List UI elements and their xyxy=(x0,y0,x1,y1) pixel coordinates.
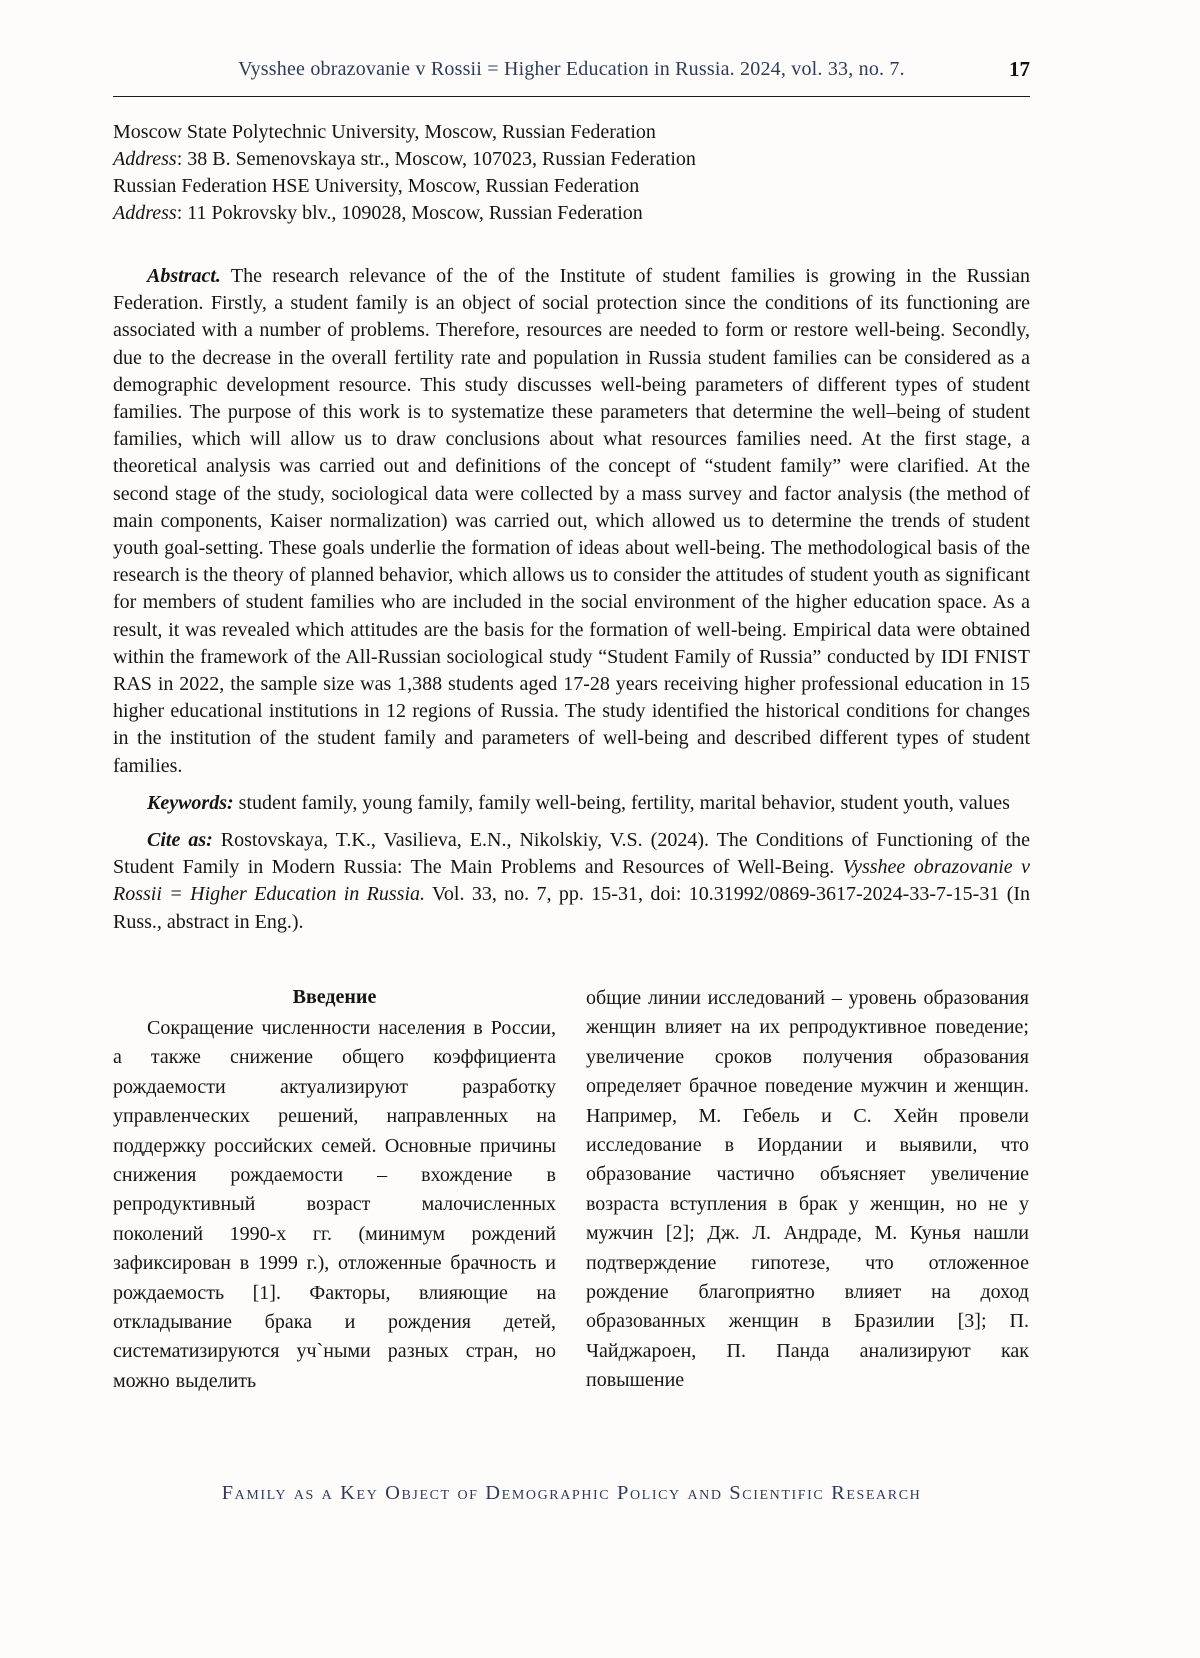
affiliation-line xyxy=(113,119,1030,146)
page-header xyxy=(113,56,1030,97)
keywords-label: Keywords: xyxy=(147,791,234,814)
header-rule xyxy=(113,96,1030,97)
page-number: 17 xyxy=(1009,57,1030,81)
abstract-label: Abstract. xyxy=(147,265,221,287)
abstract-text: The research relevance of the of the Institute of student families is growing in the Russian Federation. Firstly, a student family is an object of social protection since the conditions of its functioning are associated with a number of problems. Therefore, resources are needed to form or restore well-being. Secondly, due to the decrease in the overall fertility rate and population in Russia student families can be considered as a demographic development resource. This study discusses well-being parameters of different types of student families. The purpose of this work is to systematize these parameters that determine the well–being of student families, which will allow us to draw conclusions about what resources families need. At the first stage, a theoretical analysis was carried out and definitions of the concept of “student family” were clarified. At the second stage of the study, sociological data were collected by a mass survey and factor analysis (the method of main components, Kaiser normalization) was carried out, which allowed us to determine the trends of student youth goal-setting. These goals underlie the formation of ideas about well-being. The methodological basis of the research is the theory of planned behavior, which allows us to consider the attitudes of student youth as significant for members of student families who are included in the social environment of the higher education space. As a result, it was revealed which attitudes are the basis for the formation of well-being. Empirical data were obtained within the framework of the All-Russian sociological study “Student Family of Russia” conducted by IDI FNIST RAS in 2022, the sample size was 1,388 students aged 17-28 years receiving higher professional education in 15 higher educational institutions in 12 regions of Russia. The study identified the historical conditions for changes in the institution of the student family and parameters of well-being and described different types of student families. xyxy=(113,265,1030,777)
right-column xyxy=(586,984,1029,1396)
citation-text: Rostovskaya, T.K., Vasilieva, E.N., Nikolskiy, V.S. (2024). The Conditions of Functioning of the Student Family in Modern Russia: The Main Problems and Resources of Well-Being. xyxy=(113,829,1030,879)
article-body xyxy=(113,984,1030,1396)
cite-as-label: Cite as: xyxy=(147,829,213,852)
page-footer xyxy=(113,1482,1030,1505)
keywords-text: student family, young family, family well-being, fertility, marital behavior, student youth, values xyxy=(233,791,1010,814)
affiliation-text: Moscow State Polytechnic University, Moscow, Russian Federation xyxy=(113,121,656,143)
abstract-paragraph xyxy=(113,263,1030,780)
affiliation-text: : 38 B. Semenovskaya str., Moscow, 107023, Russian Federation xyxy=(176,148,696,170)
affiliation-line xyxy=(113,200,1030,227)
intro-paragraph-left: Сокращение численности населения в России, а также снижение общего коэффициента рождаемости актуализируют разработку управленческих решений, направленных на поддержку российских семей. Основные причины снижения рождаемости – вхождение в репродуктивный возраст малочисленных поколений 1990-х гг. (минимум рождений зафиксирован в 1999 г.), отложенные брачность и рождаемость [1]. Факторы, влияющие на откладывание брака и рождения детей, систематизируются уч`ными разных стран, но можно выделить xyxy=(113,1016,556,1392)
affiliations-block xyxy=(113,119,1030,227)
section-heading-introduction: Введение xyxy=(292,985,377,1008)
intro-paragraph-right: общие линии исследований – уровень образования женщин влияет на их репродуктивное поведение; увеличение сроков получения образования определяет брачное поведение мужчин и женщин. Например, М. Гебель и С. Хейн провели исследование в Иордании и выявили, что образование частично объясняет увеличение возраста вступления в брак у женщин, но не у мужчин [2]; Дж. Л. Андраде, М. Кунья нашли подтверждение гипотезе, что отложенное рождение благоприятно влияет на доход образованных женщин в Бразилии [3]; П. Чайджароен, П. Панда анализируют как повышение xyxy=(586,986,1029,1392)
address-label: Address xyxy=(113,202,177,224)
journal-title: Vysshee obrazovanie v Rossii = Higher Education in Russia. 2024, vol. 33, no. 7. xyxy=(238,58,905,80)
left-column xyxy=(113,984,556,1396)
abstract-section xyxy=(113,263,1030,780)
citation-journal-italic: Vysshee obrazovanie v Rossii = Higher Education in Russia. xyxy=(113,856,1030,906)
affiliation-text: Russian Federation HSE University, Moscow, Russian Federation xyxy=(113,175,640,197)
citation-text-tail: Vol. 33, no. 7, pp. 15-31, doi: 10.31992/0869-3617-2024-33-7-15-31 (In Russ., abstract in Eng.). xyxy=(113,883,1031,933)
keywords-section xyxy=(113,790,1030,817)
running-footer-title: Family as a Key Object of Demographic Policy and Scientific Research xyxy=(221,1482,922,1504)
header-row xyxy=(113,56,1030,84)
citation-paragraph xyxy=(113,827,1030,936)
address-label: Address xyxy=(113,148,177,170)
affiliation-line xyxy=(113,173,1030,200)
affiliation-text: : 11 Pokrovsky blv., 109028, Moscow, Russian Federation xyxy=(176,202,643,224)
keywords-paragraph xyxy=(113,790,1030,817)
citation-section xyxy=(113,827,1030,936)
affiliation-line xyxy=(113,146,1030,173)
